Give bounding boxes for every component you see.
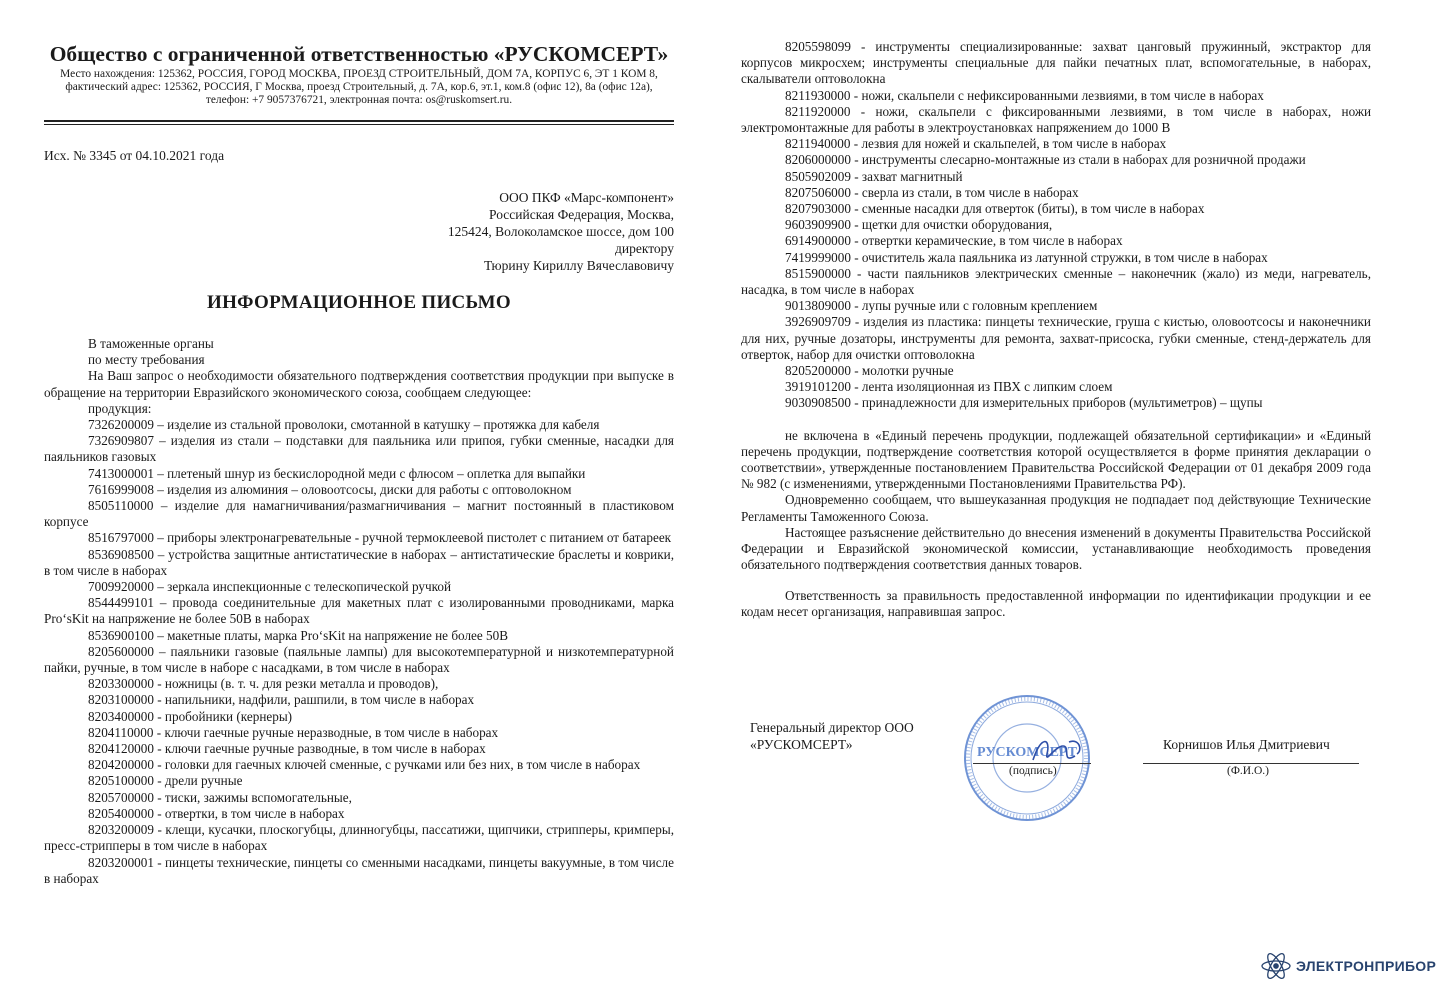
product-code: 3926909709 <box>785 314 851 330</box>
atom-icon <box>1262 951 1290 980</box>
product-item <box>44 433 674 465</box>
signatory-name: Корнишов Илья Дмитриевич <box>1163 737 1330 752</box>
addressee-line: 125424, Волоколамское шоссе, дом 100 <box>447 224 674 239</box>
product-item <box>44 757 674 773</box>
product-item <box>44 725 674 741</box>
product-description: – плетеный шнур из бескислородной меди с флюсом – оплетка для выпайки <box>153 465 586 481</box>
left-page <box>44 0 674 993</box>
product-code: 7326909807 <box>88 433 154 449</box>
spacer <box>741 574 1371 588</box>
product-description: - захват магнитный <box>850 168 963 184</box>
product-item <box>741 152 1371 168</box>
addressee-block <box>354 189 674 274</box>
conclusion-paragraph: Одновременно сообщаем, что вышеуказанная продукция не подпадает под действующие Технические Регламенты Таможенного Союза. <box>741 492 1371 524</box>
product-item <box>44 709 674 725</box>
product-description: – паяльники газовые (паяльные лампы) для высокотемпературной и низкотемпературной пайки, ручные, в том числе в наборе с насадками, в том числе в наборах <box>44 643 674 676</box>
product-description: - пинцеты технические, пинцеты со сменными насадками, пинцеты вакуумные, в том числе в наборах <box>44 854 674 886</box>
product-description: – изделия из стали – подставки для паяльника или припоя, губки сменные, насадки для паяльников газовых <box>44 433 674 465</box>
product-code: 8205400000 <box>88 805 154 821</box>
product-code: 8203100000 <box>88 692 154 708</box>
product-item <box>44 466 674 482</box>
name-line <box>1143 763 1359 764</box>
position-line: «РУСКОМСЕРТ» <box>750 737 853 752</box>
product-description: – макетные платы, марка Pro‘sKit на напряжение не более 50В <box>153 627 509 643</box>
intro-paragraph: На Ваш запрос о необходимости обязательного подтверждения соответствия продукции при выпуске в обращение на территории Евразийского экономического союза, сообщаем следующее: <box>44 368 674 400</box>
product-code: 8204200000 <box>88 757 154 773</box>
product-item <box>741 250 1371 266</box>
product-item <box>44 644 674 676</box>
product-item <box>44 692 674 708</box>
product-description: - лупы ручные или с головным креплением <box>850 298 1098 314</box>
product-item <box>741 363 1371 379</box>
product-code: 8536900100 <box>88 627 154 643</box>
product-item <box>741 185 1371 201</box>
product-item <box>741 201 1371 217</box>
org-name: Общество с ограниченной ответственностью «РУСКОМСЕРТ» <box>49 42 669 66</box>
product-description: - ножницы (в. т. ч. для резки металла и проводов), <box>153 676 439 692</box>
product-description: - лезвия для ножей и скальпелей, в том числе в наборах <box>850 136 1167 152</box>
product-description: - молотки ручные <box>850 363 954 379</box>
conclusion-paragraph: Настоящее разъяснение действительно до внесения изменений в документы Правительства Российской Федерации и Евразийской экономической комиссии, устанавливающие необходимость проведения обязательного подтверждения соответствия данных товаров. <box>741 524 1371 573</box>
addressee-line: Российская Федерация, Москва, <box>489 207 674 222</box>
product-item <box>44 530 674 546</box>
product-description: – приборы электронагревательные - ручной термоклеевой пистолет с питанием от батареек <box>153 530 672 546</box>
product-code: 8207506000 <box>785 184 851 200</box>
addressee-line: ООО ПКФ «Марс-компонент» <box>499 190 674 205</box>
product-code: 6914900000 <box>785 233 851 249</box>
product-code: 8205598099 <box>785 39 851 54</box>
product-code: 7326200009 <box>88 417 154 433</box>
product-description: – провода соединительные для макетных плат с изолированными проводниками, марка Pro‘sKit на напряжение не более 50В в наборах <box>44 595 674 627</box>
product-description: - отвертки керамические, в том числе в наборах <box>850 233 1123 249</box>
product-item <box>741 104 1371 136</box>
header-divider <box>44 120 674 122</box>
product-description: - ключи гаечные ручные разводные, в том числе в наборах <box>153 741 486 757</box>
product-item <box>44 482 674 498</box>
outgoing-number: Исх. № 3345 от 04.10.2021 года <box>44 148 225 163</box>
product-item <box>741 88 1371 104</box>
product-item <box>44 855 674 887</box>
conclusion-paragraph: не включена в «Единый перечень продукции, подлежащей обязательной сертификации» и «Единый перечень продукции, подтверждение соответствия которой осуществляется в форме принятия декларации о соответствии», утвержденные постановлением Правительства Российской Федерации от 01 декабря 2009 года № 982 (с изменениями, утвержденными Постановлениями Правительства РФ). <box>741 427 1371 492</box>
seal-text: РУСКОМСЕРТ <box>976 745 1078 760</box>
product-description: - щетки для очистки оборудования, <box>850 217 1053 233</box>
product-description: – устройства защитные антистатические в наборах – антистатические браслеты и коврики, в том числе в наборах <box>44 546 674 578</box>
address-line: Место нахождения: 125362, РОССИЯ, ГОРОД МОСКВА, ПРОЕЗД СТРОИТЕЛЬНЫЙ, ДОМ 7А, КОРПУС 6, ЭТ 1 КОМ 8, <box>60 68 658 80</box>
product-item <box>44 790 674 806</box>
product-description: - клещи, кусачки, плоскогубцы, длинногубцы, пассатижи, щипчики, стрипперы, кримперы, пресс-стрипперы в том числе в наборах <box>44 822 674 854</box>
product-code: 9603909900 <box>785 217 851 233</box>
product-item <box>44 498 674 530</box>
product-item <box>741 266 1371 298</box>
header-divider-thin <box>44 124 674 125</box>
product-item <box>44 822 674 854</box>
product-description: - сменные насадки для отверток (биты), в том числе в наборах <box>850 201 1205 217</box>
product-code: 7413000001 <box>88 465 154 481</box>
product-description: - головки для гаечных ключей сменные, с ручками или без них, в том числе в наборах <box>153 757 641 773</box>
letter-body-right <box>741 39 1371 620</box>
product-code: 3919101200 <box>785 379 851 395</box>
product-code: 8205700000 <box>88 789 154 805</box>
product-item <box>741 395 1371 411</box>
product-item <box>44 773 674 789</box>
product-item <box>44 628 674 644</box>
product-description: - изделия из пластика: пинцеты технические, груша с кистью, оловоотсосы и наконечники для них, ручные дозаторы, инструменты для ремонта, захват-присоска, губки сменные, стенд-держатель для отверток, набор для очистки оптоволокна <box>741 314 1371 362</box>
product-item <box>741 298 1371 314</box>
product-code: 8203400000 <box>88 708 154 724</box>
address-line: фактический адрес: 125362, РОССИЯ, Г Москва, проезд Строительный, д. 7А, кор.6, эт.1, ком.8 (офис 12), 8а (офис 12а), <box>65 81 653 94</box>
product-description: - напильники, надфили, рашпили, в том числе в наборах <box>153 692 475 708</box>
product-code: 8536908500 <box>88 546 154 562</box>
product-code: 8203300000 <box>88 676 154 692</box>
product-code: 8205600000 <box>88 643 154 659</box>
product-code: 8206000000 <box>785 152 851 168</box>
product-description: - пробойники (кернеры) <box>153 708 293 724</box>
responsibility-paragraph: Ответственность за правильность предоставленной информации по идентификации продукции и ее кодам несет организация, направившая запрос. <box>741 587 1371 619</box>
product-code: 8204120000 <box>88 741 154 757</box>
product-code: 8204110000 <box>88 724 154 740</box>
letter-body-left <box>44 336 674 887</box>
product-description: - очиститель жала паяльника из латунной стружки, в том числе в наборах <box>850 249 1268 265</box>
product-code: 8544499101 <box>88 595 154 611</box>
product-item <box>44 417 674 433</box>
product-description: - принадлежности для измерительных приборов (мультиметров) – щупы <box>850 395 1263 411</box>
recipient-line: В таможенные органы <box>88 336 214 351</box>
product-code: 8211920000 <box>785 103 851 119</box>
name-caption: (Ф.И.О.) <box>1227 765 1269 777</box>
product-item <box>741 136 1371 152</box>
right-page <box>741 0 1371 993</box>
product-code: 8515900000 <box>785 265 851 281</box>
product-item <box>44 579 674 595</box>
product-item <box>44 595 674 627</box>
product-code: 8203200009 <box>88 822 154 838</box>
product-code: 8203200001 <box>88 854 154 870</box>
product-code: 9013809000 <box>785 298 851 314</box>
signature-caption: (подпись) <box>1009 765 1057 777</box>
product-description: - ключи гаечные ручные неразводные, в том числе в наборах <box>153 724 499 740</box>
product-item <box>741 169 1371 185</box>
product-item <box>741 217 1371 233</box>
product-code: 8205200000 <box>785 363 851 379</box>
product-description: – изделие из стальной проволоки, смотанной в катушку – протяжка для кабеля <box>153 417 600 433</box>
product-item <box>44 806 674 822</box>
signatory-position <box>750 719 914 753</box>
product-item <box>741 233 1371 249</box>
product-code: 7616999008 <box>88 481 154 497</box>
product-description: - сверла из стали, в том числе в наборах <box>850 184 1079 200</box>
product-list-right <box>741 39 1371 412</box>
product-item <box>741 379 1371 395</box>
product-description: – зеркала инспекционные с телескопической ручкой <box>153 579 452 595</box>
product-item <box>44 741 674 757</box>
product-code: 8505902009 <box>785 168 851 184</box>
document-title: ИНФОРМАЦИОННОЕ ПИСЬМО <box>207 292 511 313</box>
product-description: - ножи, скальпели с нефиксированными лезвиями, в том числе в наборах <box>850 87 1264 103</box>
product-description: – изделия из алюминия – оловоотсосы, диски для работы с оптоволокном <box>153 481 572 497</box>
recipient-line: по месту требования <box>88 352 205 368</box>
product-code: 8211940000 <box>785 136 851 152</box>
product-description: - части паяльников электрических сменные – наконечник (жало) из меди, нагреватель, насадка, в том числе в наборах <box>741 265 1371 298</box>
product-item <box>44 547 674 579</box>
position-line: Генеральный директор ООО <box>750 720 914 735</box>
products-label: продукция: <box>88 400 152 416</box>
product-item <box>44 676 674 692</box>
product-item <box>741 314 1371 363</box>
addressee-line: директору <box>614 241 674 256</box>
product-code: 8207903000 <box>785 201 851 217</box>
product-description: - инструменты специализированные: захват цанговый пружинный, экстрактор для корпусов микросхем; инструменты специальные для пайки печатных плат, вспомогательные, в наборах, скалыватели оптоволокна <box>741 39 1371 87</box>
company-seal <box>951 690 1103 825</box>
signature-line <box>973 763 1091 764</box>
product-item <box>741 39 1371 88</box>
product-code: 8205100000 <box>88 773 154 789</box>
product-code: 7009920000 <box>88 579 154 595</box>
spacer <box>741 412 1371 428</box>
product-description: - инструменты слесарно-монтажные из стали в наборах для розничной продажи <box>850 152 1306 168</box>
product-description: – изделие для намагничивания/размагничивания – магнит постоянный в пластиковом корпусе <box>44 498 674 530</box>
product-description: - дрели ручные <box>153 773 243 789</box>
logo-text: ЭЛЕКТРОНПРИБОР <box>1296 958 1436 974</box>
org-address <box>44 68 674 108</box>
product-code: 8505110000 <box>88 498 154 514</box>
contact-line: телефон: +7 9057376721, электронная почта: os@ruskomsert.ru. <box>205 94 513 107</box>
product-code: 9030908500 <box>785 395 851 411</box>
product-description: - лента изоляционная из ПВХ с липким слоем <box>850 379 1113 395</box>
product-code: 8516797000 <box>88 530 154 546</box>
product-description: - ножи, скальпели с фиксированными лезвиями, в том числе в наборах, ножи электромонтажные для работы в электроустановках напряжением до 1000 В <box>741 103 1371 136</box>
product-list-left <box>44 417 674 887</box>
addressee-line: Тюрину Кириллу Вячеславовичу <box>483 258 674 273</box>
product-code: 8211930000 <box>785 87 851 103</box>
product-code: 7419999000 <box>785 249 851 265</box>
product-description: - тиски, зажимы вспомогательные, <box>153 789 352 805</box>
product-description: - отвертки, в том числе в наборах <box>153 805 345 821</box>
